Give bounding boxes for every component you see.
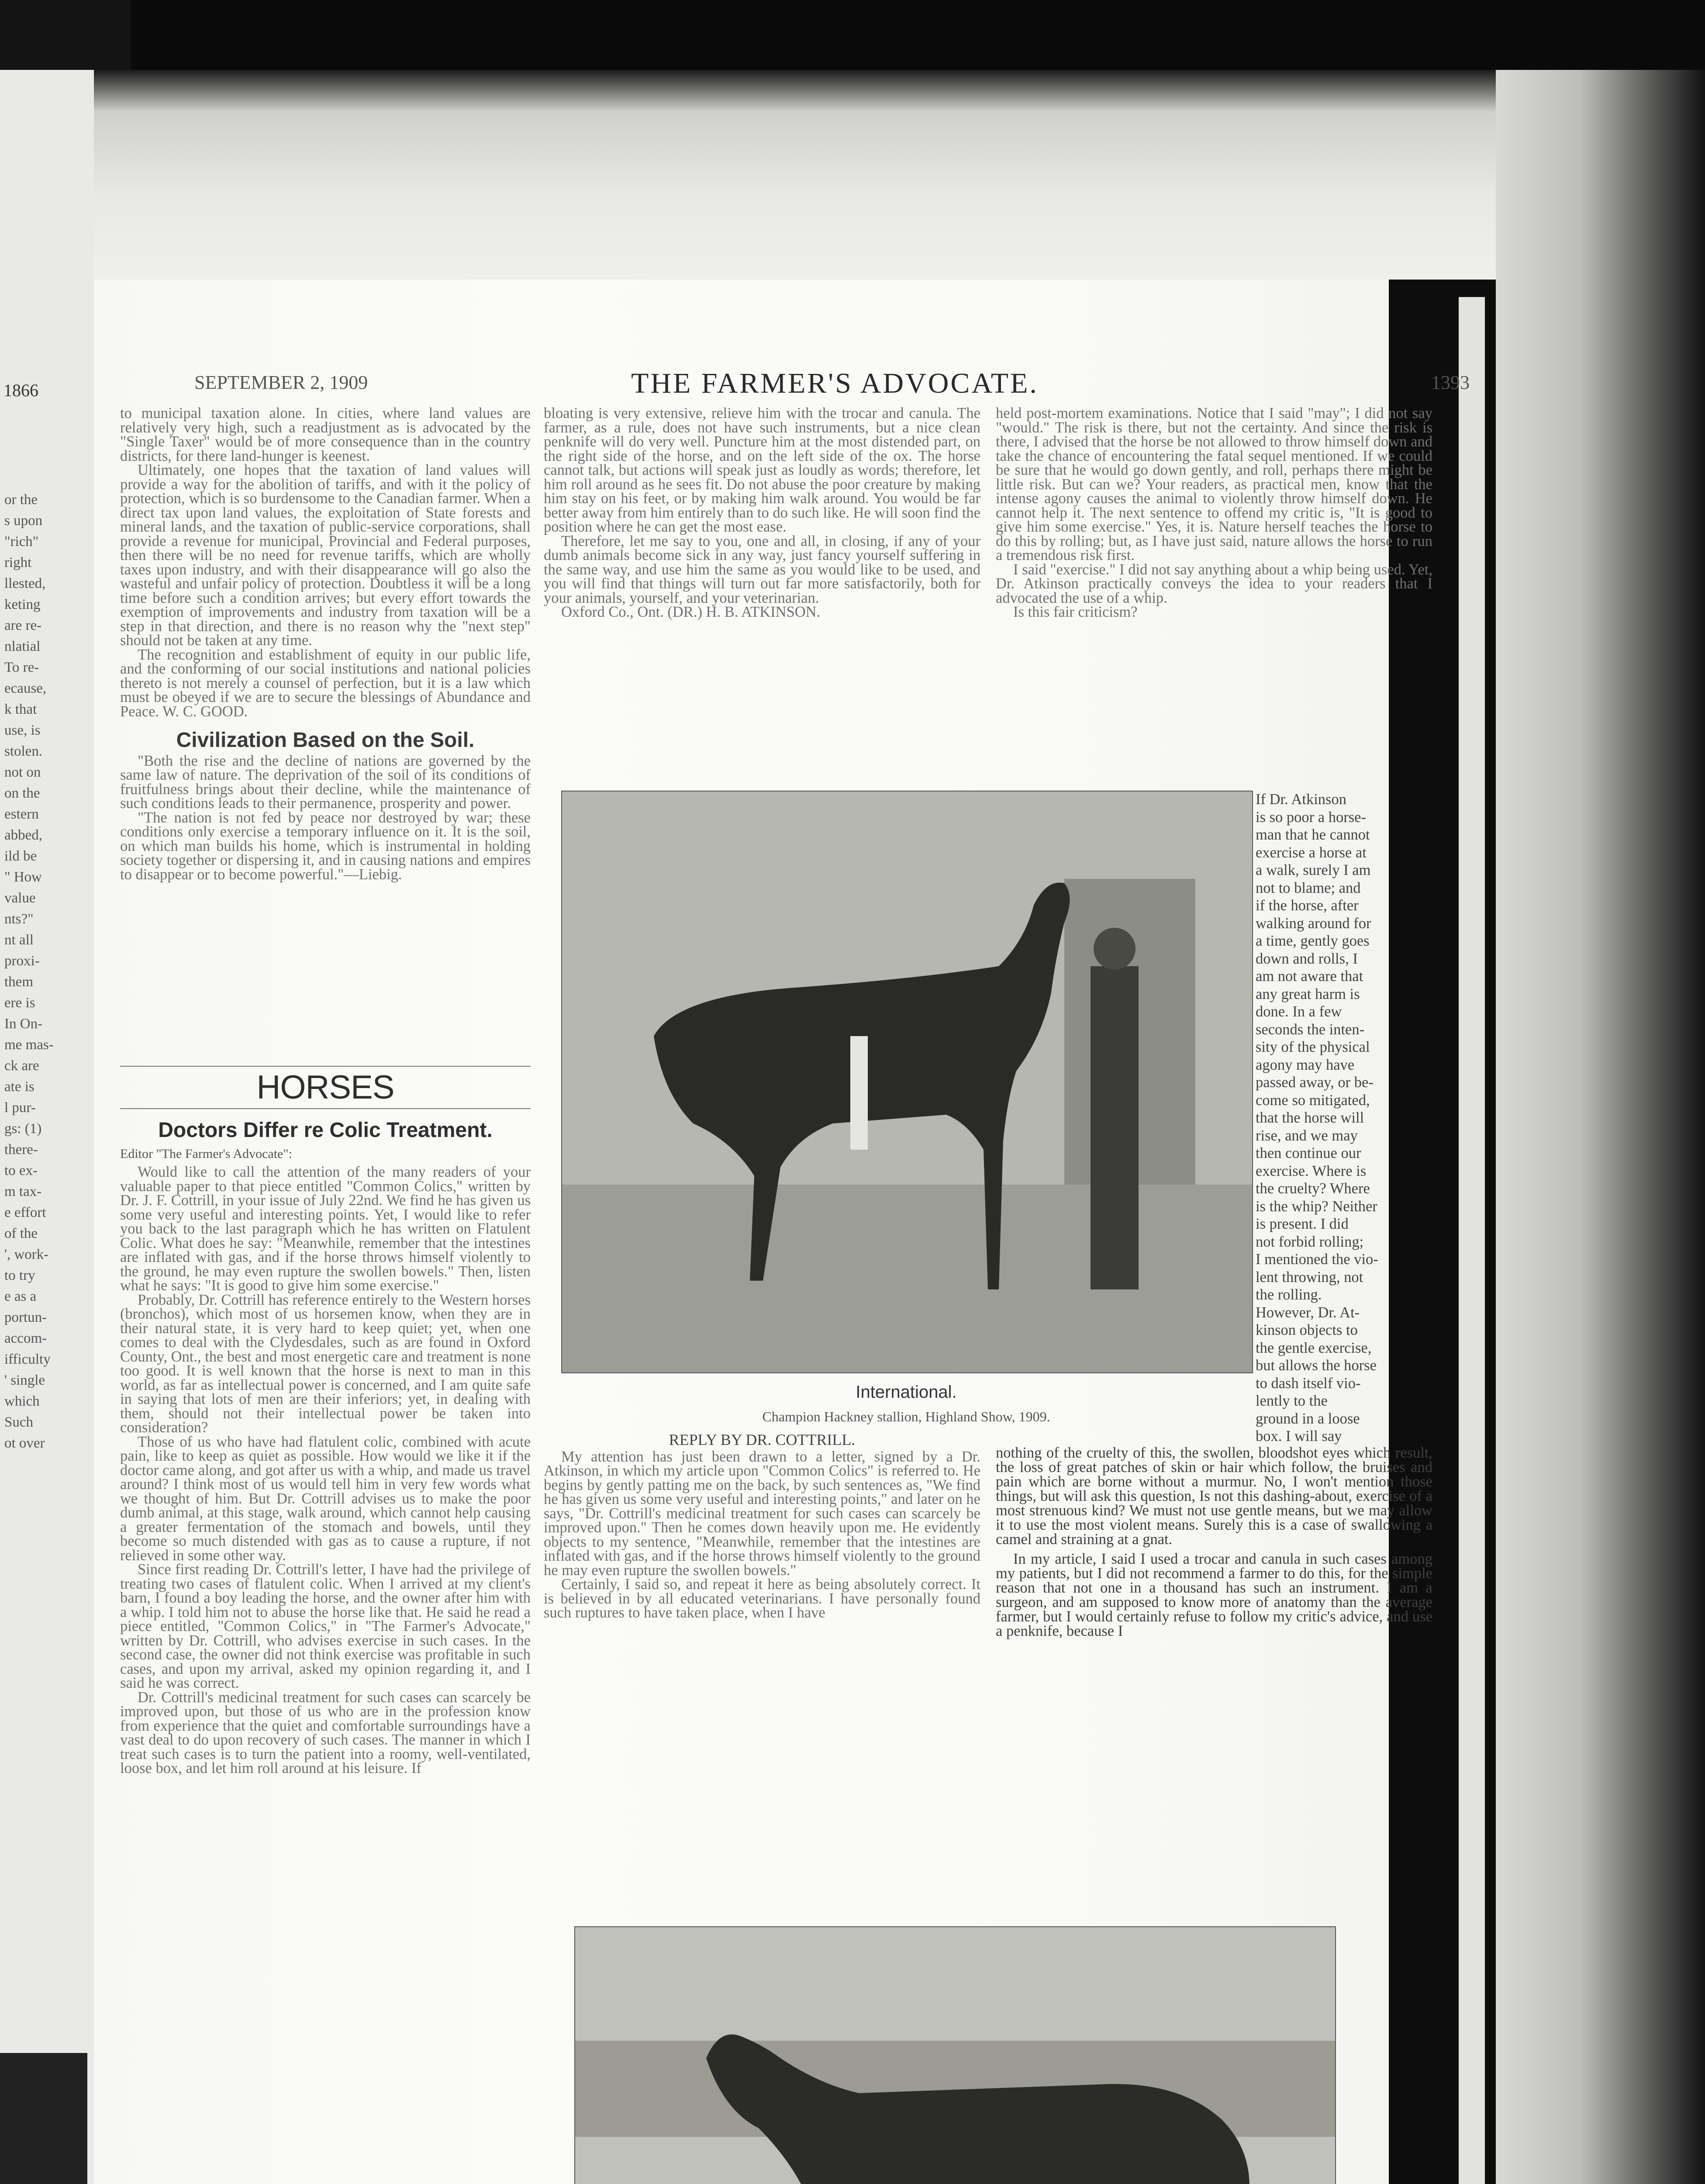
previous-page-fragment: of the: [4, 1226, 38, 1241]
previous-page-fragment: ', work-: [4, 1247, 49, 1262]
column-3-lower: [996, 1446, 1432, 1638]
reply-article: [544, 1433, 980, 1620]
article-title: Doctors Differ re Colic Treatment.: [158, 1119, 493, 1142]
page-number: 1393: [1431, 372, 1470, 393]
section-heading: Civilization Based on the Soil.: [176, 729, 475, 752]
previous-page-fragment: nt all: [4, 932, 34, 948]
wrap-line: walking around for: [1256, 915, 1371, 932]
article-paragraph: "Both the rise and the decline of nations are governed by the same law of nature. The deprivation of the soil of its conditions of fruitfulness brings about their decline, while the maintenance of such conditions leads to their permanence, prosperity and power.: [120, 752, 531, 812]
previous-page-fragment: m tax-: [4, 1184, 42, 1199]
article-paragraph: bloating is very extensive, relieve him with the trocar and canula. The farmer, as a rule, does not have such instruments, but a nice clean penknife will do very well. Puncture him at the most distended part, on the right side of the horse, and on the left side of the ox. The horse cannot talk, but actions will speak just as loudly as words; therefore, let him roll around as he sees fit. Do not abuse the poor creature by making him stay on his feet, or by making him walk around. You would be far better away from him entirely than to do such like. He will soon find the position where he can get the most ease.: [544, 405, 980, 535]
previous-page-fragment: To re-: [4, 660, 39, 675]
previous-page-fragment: which: [4, 1393, 40, 1409]
wrap-line: a walk, surely I am: [1256, 862, 1371, 878]
previous-page-edge: [0, 70, 94, 2184]
previous-page-fragment: e effort: [4, 1205, 46, 1220]
previous-page-fragment: nlatial: [4, 639, 41, 654]
article-paragraph: Would like to call the attention of the many readers of your valuable paper to that piece entitled "Common Colics," written by Dr. J. F. Cottrill, in your issue of July 22nd. We find he has given us some very useful and interesting points. Yet, I would like to refer you back to the last paragraph which he has written on Flatulent Colic. What does he say: "Meanwhile, remember that the intestines are inflated with gas, and if the horse throws himself violently to the ground, he may even rupture the swollen bowels." Then, listen what he says: "It is good to give him some exercise.": [120, 1164, 531, 1294]
article-paragraph: Certainly, I said so, and repeat it here as being absolutely correct. It is believed in by all educated veterinarians. I have personally found such ruptures to have taken place, when I have: [544, 1576, 980, 1621]
horse-photo-illustration: [562, 791, 1252, 1372]
article-paragraph: to municipal taxation alone. In cities, where land values are relatively very high, such a readjustment as is advocated by the "Single Taxer" would be of more consequence than in the country districts, for there land-hunger is keenest.: [120, 405, 531, 464]
previous-page-fragment: right: [4, 555, 32, 570]
article-paragraph: Since first reading Dr. Cottrill's letter, I have had the privilege of treating two cases of flatulent colic. When I arrived at my client's barn, I found a boy leading the horse, and the owner after him with a whip. I told him not to abuse the horse like that. He said he read a piece entitled, "Common Colics," in "The Farmer's Advocate," written by Dr. Cottrill, who advises exercise in such cases. In the second case, the owner did not think exercise was profitable in such cases, and upon my arrival, asked my opinion regarding it, and I said he was correct.: [120, 1561, 531, 1691]
photo-subtitle: Champion Hackney stallion, Highland Show, 1909.: [762, 1409, 1050, 1424]
article-paragraph: nothing of the cruelty of this, the swollen, bloodshot eyes which result, the loss of great patches of skin or hair which follow, the bruises and pain which are borne without a murmur. No, I won't mention those things, but will ask this question, Is not this dashing-about, exercise of a most strenuous kind? We must not use gentle means, but we may allow it to use the most violent means. Surely this is a case of swallowing a camel and straining at a gnat.: [996, 1444, 1432, 1548]
previous-page-fragment: abbed,: [4, 827, 43, 843]
wrap-line: but allows the horse: [1256, 1357, 1377, 1374]
column-3-top: [996, 406, 1432, 619]
previous-page-fragment: me mas-: [4, 1037, 54, 1053]
wrap-line: man that he cannot: [1256, 826, 1370, 843]
article-paragraph: In my article, I said I used a trocar and canula in such cases among my patients, but I did not recommend a farmer to do this, for the simple reason that not one in a thousand has such an instrument. I am a surgeon, and am supposed to know more of anatomy than the average farmer, but I would certainly refuse to follow my critic's advice, and use a penknife, because I: [996, 1551, 1432, 1639]
wrap-line: passed away, or be-: [1256, 1074, 1374, 1091]
previous-page-fragment: or the: [4, 492, 38, 508]
article-paragraph: Dr. Cottrill's medicinal treatment for such cases can scarcely be improved upon, but those of us who are in the profession know from experience that the quiet and comfortable surroundings have a vast deal to do upon recovery of such cases. The manner in which I treat such cases is to turn the patient into a roomy, well-ventilated, loose box, and let him roll around at his leisure. If: [120, 1689, 531, 1776]
wrap-line: the rolling.: [1256, 1286, 1322, 1303]
previous-page-fragment: gs: (1): [4, 1121, 42, 1137]
previous-page-number: 1866: [3, 380, 38, 400]
article-body: [120, 1165, 531, 1776]
article-paragraph: Therefore, let me say to you, one and all, in closing, if any of your dumb animals become sick in any way, just fancy yourself suffering in the same way, and use him the same as you would like to be used, and you will find that things will turn out far more satisfactorily, both for your animals, yourself, and your veterinarian.: [544, 532, 980, 606]
photo-sudbourne-surprise: [574, 1926, 1336, 2184]
column-2-top: [544, 406, 980, 619]
previous-page-fragment: stolen.: [4, 743, 43, 759]
horses-heading: HORSES: [256, 1069, 394, 1106]
reply-heading: REPLY BY DR. COTTRILL.: [669, 1431, 856, 1448]
previous-page-fragment: ild be: [4, 848, 37, 864]
previous-page-fragment: l pur-: [4, 1100, 36, 1116]
previous-page-fragment: ' single: [4, 1372, 45, 1388]
previous-page-fragment: ck are: [4, 1058, 39, 1074]
previous-page-fragment: accom-: [4, 1330, 47, 1346]
scan-right-shadow: [1496, 70, 1705, 2184]
wrap-line: sity of the physical: [1256, 1039, 1370, 1055]
issue-date: SEPTEMBER 2, 1909: [194, 372, 368, 393]
previous-page-fragment: are re-: [4, 618, 42, 633]
wrap-line: not to blame; and: [1256, 879, 1361, 896]
previous-page-fragment: estern: [4, 806, 39, 822]
previous-page-fragment: value: [4, 890, 36, 906]
wrap-line: kinson objects to: [1256, 1322, 1358, 1338]
article-paragraph: I said "exercise." I did not say anything about a whip being used. Yet, Dr. Atkinson practically conveys the idea to your readers that I advocated the use of a whip.: [996, 561, 1432, 606]
previous-page-fragment: there-: [4, 1142, 38, 1158]
horse-photo-illustration: [575, 1927, 1335, 2184]
previous-page-fragment: portun-: [4, 1310, 47, 1325]
wrap-line: exercise a horse at: [1256, 844, 1367, 861]
previous-page-fragment: keting: [4, 597, 41, 612]
wrap-line: down and rolls, I: [1256, 950, 1358, 967]
article-salutation: Editor "The Farmer's Advocate":: [120, 1147, 292, 1161]
previous-page-fragment: s upon: [4, 513, 43, 529]
previous-page-image: [0, 2053, 87, 2184]
wrap-line: a time, gently goes: [1256, 933, 1370, 949]
page-header: [194, 367, 1470, 402]
previous-page-fragment: Such: [4, 1414, 33, 1430]
previous-page-fragment: proxi-: [4, 953, 40, 969]
wrap-line: come so mitigated,: [1256, 1092, 1370, 1109]
wrap-line: am not aware that: [1256, 968, 1363, 985]
wrap-line: any great harm is: [1256, 985, 1360, 1002]
wrap-line: lently to the: [1256, 1393, 1328, 1409]
article-paragraph: My attention has just been drawn to a letter, signed by a Dr. Atkinson, in which my article upon "Common Colics" is referred to. He begins by gently patting me on the back, by such sentences as, "We find he has given us some very useful and interesting points," and later on he says, "Dr. Cottrill's medicinal treatment for such cases can scarcely be improved upon." Then he comes down heavily upon me. He evidently objects to my sentence, "Meanwhile, remember that the intestines are inflated with gas, and if the horse throws himself violently to the ground he may even rupture the swollen bowels.": [544, 1448, 980, 1579]
wrap-line: ground in a loose: [1256, 1410, 1360, 1427]
previous-page-fragment: ere is: [4, 995, 35, 1011]
photo-title: International.: [856, 1382, 957, 1402]
previous-page-fragment: on the: [4, 785, 40, 801]
wrap-line: seconds the inten-: [1256, 1021, 1365, 1038]
article-paragraph: "The nation is not fed by peace nor destroyed by war; these conditions only exercise a temporary influence on it. It is the soil, on which man builds his home, which is instrumental in holding society together or dispersing it, and in causing nations and empires to disappear or to become powerful."—Liebig.: [120, 809, 531, 883]
wrap-line: to dash itself vio-: [1256, 1375, 1361, 1392]
previous-page-fragments: [4, 489, 90, 1454]
wrap-line: is so poor a horse-: [1256, 809, 1366, 826]
article-paragraph: The recognition and establishment of equity in our public life, and the conforming of our social institutions and national policies thereto is not merely a counsel of perfection, but it is a law which must be obeyed if we are to secure the blessings of Abundance and Peace. W. C. GOOD.: [120, 646, 531, 720]
previous-page-fragment: not on: [4, 764, 41, 780]
article-signature: Oxford Co., Ont. (DR.) H. B. ATKINSON.: [561, 604, 821, 620]
article-paragraph: Probably, Dr. Cottrill has reference entirely to the Western horses (bronchos), which most of us horsemen know, when they are in their natural state, it is very hard to keep quiet; yet, when one comes to deal with the Clydesdales, such as are found in Oxford County, Ont., the best and most energetic care and treatment is none too good. It is well known that the horse is next to man in this world, as far as intellectual power is concerned, and I am quite safe in saying that lots of men are their inferiors; yet, in dealing with them, should not their intellectual power be taken into consideration?: [120, 1291, 531, 1436]
previous-page-fragment: to try: [4, 1268, 35, 1283]
wrap-line: done. In a few: [1256, 1003, 1342, 1020]
publication-title: THE FARMER'S ADVOCATE.: [631, 367, 1039, 399]
wrap-line: the cruelty? Where: [1256, 1180, 1370, 1197]
wrap-line: lent throwing, not: [1256, 1268, 1363, 1286]
previous-page-fragment: ate is: [4, 1079, 35, 1095]
wrap-line: I mentioned the vio-: [1256, 1251, 1378, 1268]
previous-page-fragment: ecause,: [4, 681, 47, 696]
wrap-line: rise, and we may: [1256, 1127, 1358, 1144]
previous-page-fragment: ot over: [4, 1435, 45, 1451]
page-content: [94, 0, 1496, 2184]
photo-international: [561, 791, 1253, 1373]
column-3-wrap: [1256, 791, 1435, 1445]
wrap-line: is present. I did: [1256, 1216, 1349, 1232]
article-paragraph: Ultimately, one hopes that the taxation of land values will provide a way for the abolition of tariffs, and with it the policy of protection, which is so burdensome to the Canadian farmer. When a direct tax upon land values, the exploitation of State forests and mineral lands, and the taxation of public-service corporations, shall provide a revenue for municipal, Provincial and Federal purposes, then there will be no need for revenue tariffs, which are wholly taxes upon industry, and with their disappearance will go also the wasteful and unfair policy of protection. Doubtless it will be a long time before such a condition arrives; but every effort towards the exemption of improvements and industry from taxation will be a step in that direction, and there is no reason why the "next step" should not be taken at any time.: [120, 462, 531, 649]
wrap-line: then continue our: [1256, 1145, 1361, 1161]
wrap-line: not forbid rolling;: [1256, 1233, 1364, 1250]
previous-page-fragment: nts?": [4, 911, 34, 927]
previous-page-fragment: " How: [4, 869, 42, 885]
wrap-line: is the whip? Neither: [1256, 1198, 1377, 1215]
wrap-line: However, Dr. At-: [1256, 1304, 1360, 1321]
previous-page-fragment: k that: [4, 702, 37, 717]
previous-page-fragment: to ex-: [4, 1163, 38, 1178]
previous-page-fragment: ifficulty: [4, 1351, 51, 1367]
column-1: [120, 406, 531, 881]
wrap-line: that the horse will: [1256, 1109, 1364, 1126]
previous-page-fragment: llested,: [4, 576, 46, 591]
wrap-line: box. I will say: [1256, 1428, 1342, 1444]
article-paragraph: Is this fair criticism?: [1013, 604, 1138, 620]
wrap-line: If Dr. Atkinson: [1256, 791, 1346, 808]
wrap-line: if the horse, after: [1256, 897, 1359, 914]
wrap-line: the gentle exercise,: [1256, 1339, 1372, 1356]
article-paragraph: held post-mortem examinations. Notice that I said "may"; I did not say "would." The risk is there, but not the certainty. And since the risk is there, I advised that the horse be not allowed to throw himself down and take the chance of encountering the fatal sequel mentioned. If we could be sure that he would go down gently, and roll, perhaps there might be little risk. But can we? Your readers, as practical men, know that the intense agony causes the animal to violently throw himself down. He cannot help it. The next sentence to offend my critic is, "It is good to give him some exercise." Yes, it is. Nature herself teaches the horse to do this by rolling; but, as I have just said, nature allows the horse to run a tremendous risk first.: [996, 405, 1432, 563]
previous-page-fragment: e as a: [4, 1289, 37, 1304]
previous-page-fragment: "rich": [4, 534, 39, 549]
wrap-line: agony may have: [1256, 1056, 1355, 1073]
previous-page-fragment: In On-: [4, 1016, 43, 1032]
wrap-line: exercise. Where is: [1256, 1162, 1367, 1179]
previous-page-fragment: use, is: [4, 722, 41, 738]
horses-section-banner: [120, 1066, 531, 1109]
article-paragraph: Those of us who have had flatulent colic, combined with acute pain, like to keep as quiet as possible. How would we like it if the doctor came along, and got after us with a whip, and made us travel around? I think most of us would tell him in very few words what we thought of him. But Dr. Cottrill advises us to make the poor dumb animal, at this stage, walk around, which cannot help causing a greater fermentation of the stomach and bowels, until they become so much distended with gas as to cause a rupture, if not relieved in some other way.: [120, 1433, 531, 1564]
previous-page-fragment: them: [4, 974, 33, 990]
doctors-article: [120, 1118, 531, 1776]
